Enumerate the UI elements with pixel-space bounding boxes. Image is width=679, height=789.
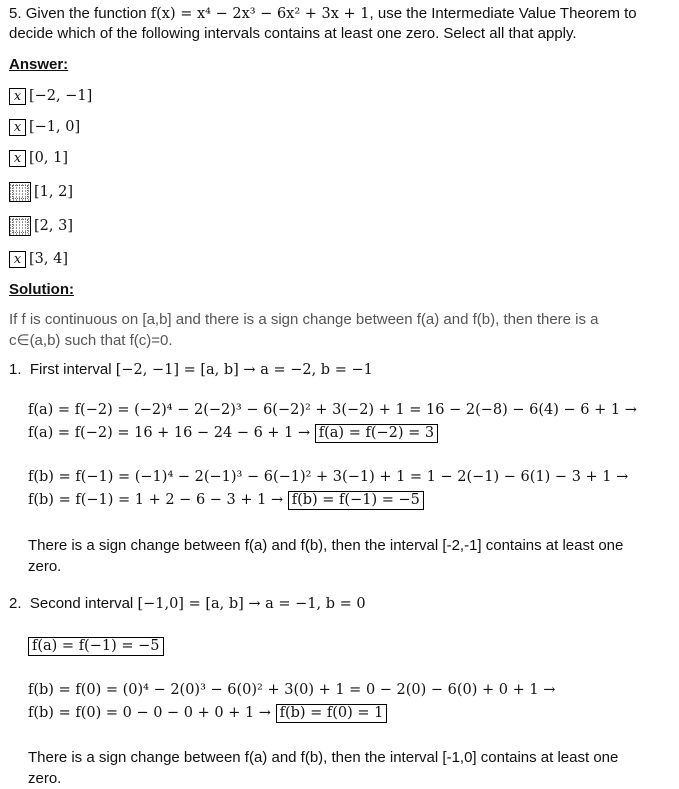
step2-header	[9, 595, 366, 612]
step1-interval-math: [−2, −1] = [a, b] → a = −2, b = −1	[115, 362, 373, 378]
option-label: [−1, 0]	[29, 119, 81, 136]
question-number: 5.	[9, 5, 22, 22]
theorem-statement	[9, 309, 674, 351]
step2-fb-calc: f(b) = f(0) = 0 − 0 − 0 + 0 + 1 →	[28, 705, 271, 721]
option-1[interactable]	[9, 87, 92, 105]
option-label: [1, 2]	[34, 184, 73, 200]
option-label: [3, 4]	[29, 251, 68, 268]
step1-label: First interval	[29, 361, 112, 378]
option-5[interactable]	[9, 216, 73, 236]
option-3[interactable]	[9, 149, 68, 167]
option-4[interactable]	[9, 182, 73, 202]
step1-fb-result: f(b) = f(−1) = −5	[288, 491, 424, 510]
step1-conclusion-line-2: zero.	[28, 558, 62, 575]
step2-fa-result: f(a) = f(−1) = −5	[28, 637, 164, 656]
theorem-line-1: If f is continuous on [a,b] and there is a sign change between f(a) and f(b), then there is a	[9, 311, 599, 328]
step1-fa-line1: f(a) = f(−2) = (−2)⁴ − 2(−2)³ − 6(−2)² + 3(−2) + 1 = 16 − 2(−8) − 6(4) − 6 + 1 →	[28, 402, 637, 418]
checkbox-empty[interactable]	[9, 182, 31, 202]
checkbox-checked[interactable]: x	[9, 88, 26, 105]
step1-conclusion-line-1: There is a sign change between f(a) and f(b), then the interval [-2,-1] contains at least one	[28, 537, 624, 554]
checkbox-checked[interactable]: x	[9, 119, 26, 136]
step2-fb-line1: f(b) = f(0) = (0)⁴ − 2(0)³ − 6(0)² + 3(0) + 1 = 0 − 2(0) − 6(0) + 0 + 1 →	[28, 682, 556, 698]
function-expression: f(x) = x⁴ − 2x³ − 6x² + 3x + 1	[150, 6, 370, 22]
option-label: [0, 1]	[29, 150, 68, 167]
step1-fb-line2	[28, 492, 424, 508]
step2-interval-math: [−1,0] = [a, b] → a = −1, b = 0	[137, 596, 366, 612]
theorem-line-2: c∈(a,b) such that f(c)=0.	[9, 332, 173, 349]
step1-fa-result: f(a) = f(−2) = 3	[315, 424, 438, 443]
solution-heading: Solution:	[9, 281, 74, 298]
step1-fb-line1: f(b) = f(−1) = (−1)⁴ − 2(−1)³ − 6(−1)² + 3(−1) + 1 = 1 − 2(−1) − 6(1) − 3 + 1 →	[28, 469, 629, 485]
step1-number: 1.	[9, 361, 22, 378]
step1-fa-calc: f(a) = f(−2) = 16 + 16 − 24 − 6 + 1 →	[28, 425, 311, 441]
option-2[interactable]	[9, 118, 80, 136]
option-label: [2, 3]	[34, 218, 73, 234]
question-text-after: , use the Intermediate Value Theorem to	[369, 5, 637, 22]
step1-header	[9, 361, 373, 378]
step2-fa-line	[28, 638, 164, 654]
step2-number: 2.	[9, 595, 22, 612]
step1-fb-calc: f(b) = f(−1) = 1 + 2 − 6 − 3 + 1 →	[28, 492, 284, 508]
step2-conclusion	[28, 747, 674, 789]
checkbox-checked[interactable]: x	[9, 251, 26, 268]
step2-conclusion-line-1: There is a sign change between f(a) and f(b), then the interval [-1,0] contains at least one	[28, 749, 619, 766]
question-line-1	[9, 5, 637, 22]
question-text-before: Given the function	[25, 5, 147, 22]
checkbox-empty[interactable]	[9, 216, 31, 236]
step2-conclusion-line-2: zero.	[28, 770, 62, 787]
step2-fb-result: f(b) = f(0) = 1	[276, 704, 388, 723]
question-line-2: decide which of the following intervals contains at least one zero. Select all that apply.	[9, 25, 577, 42]
step2-fb-line2	[28, 705, 387, 721]
step1-conclusion	[28, 535, 674, 577]
step1-fa-line2	[28, 425, 438, 441]
option-6[interactable]	[9, 250, 68, 268]
checkbox-checked[interactable]: x	[9, 150, 26, 167]
option-label: [−2, −1]	[29, 88, 93, 105]
answer-heading: Answer:	[9, 56, 69, 73]
step2-label: Second interval	[29, 595, 134, 612]
